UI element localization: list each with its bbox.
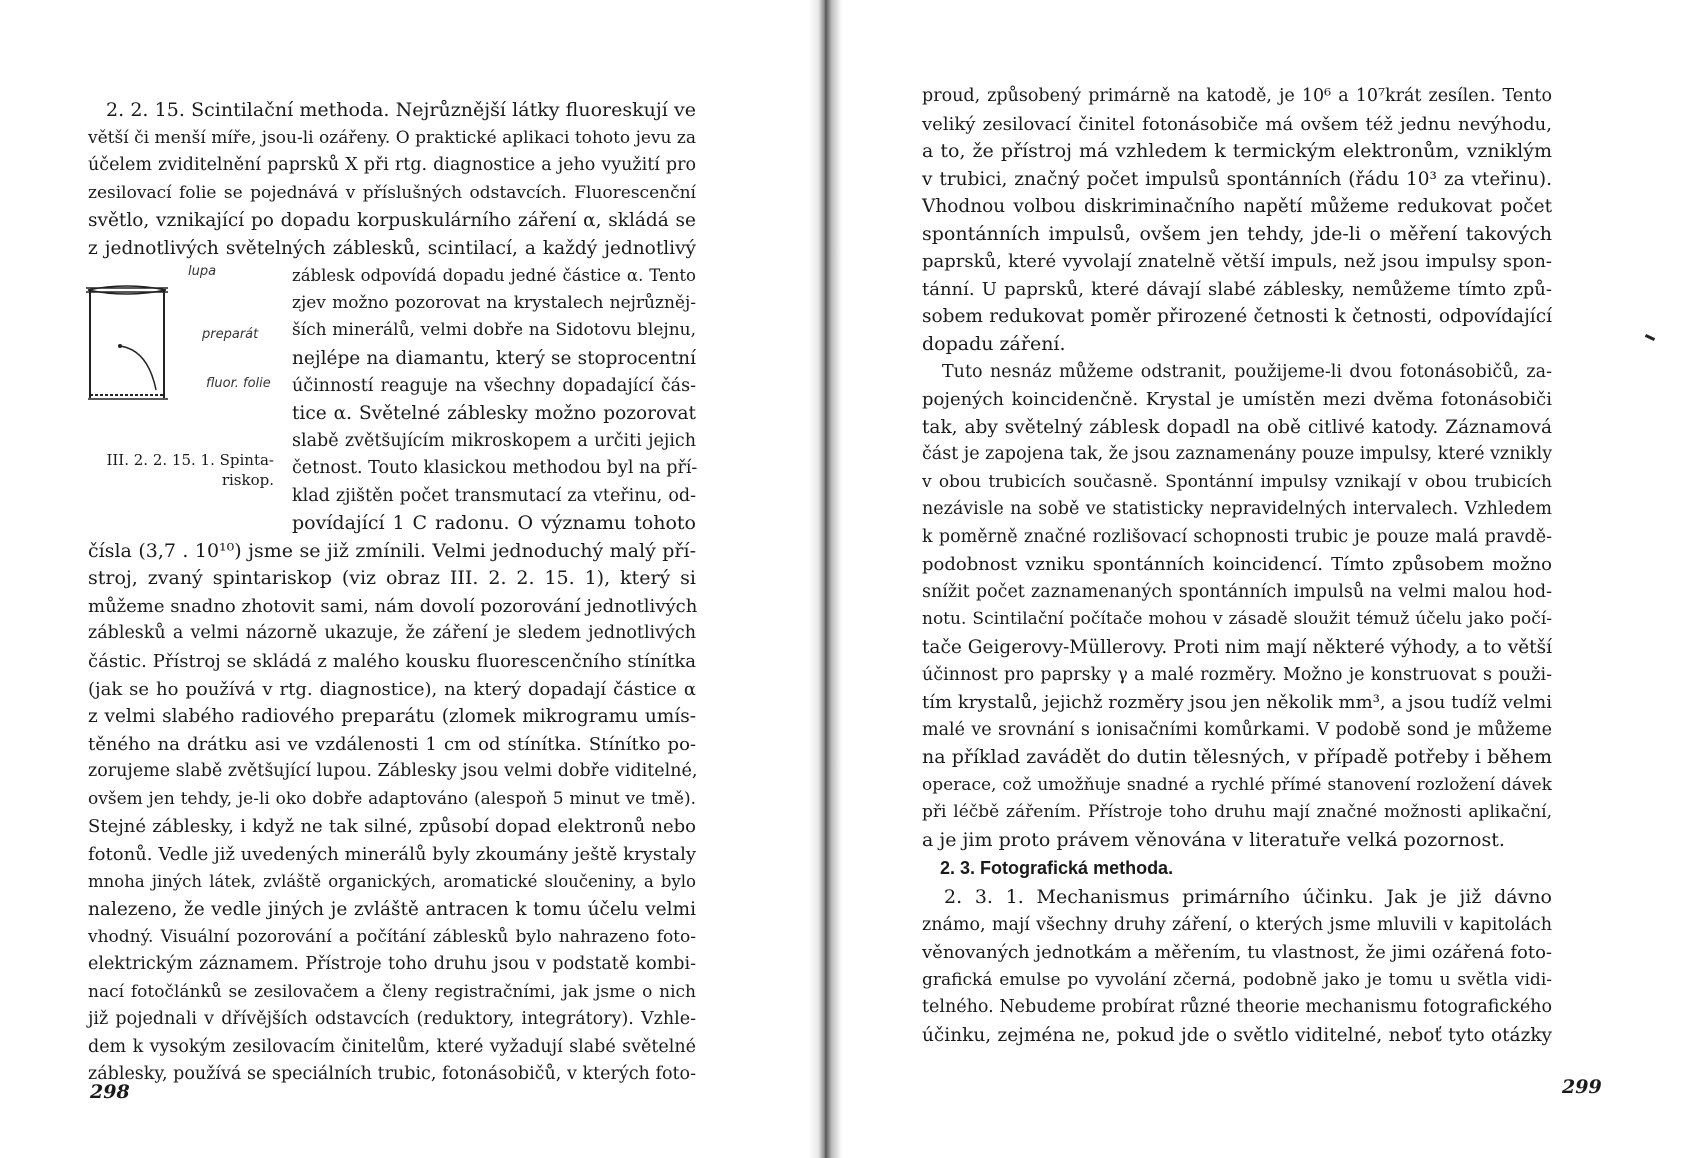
left-page-text-line: stroj, zvaný spintariskop (viz obraz III. 2. 2. 15. 1), který si bbox=[88, 567, 696, 590]
right-page-text-line: pojených koincidenčně. Krystal je umístěn mezi dvěma fotonásobiči bbox=[922, 389, 1552, 411]
left-page-text-line: záblesk odpovídá dopadu jedné částice α. Tento bbox=[292, 266, 696, 286]
left-page-text-line: z jednotlivých světelných záblesků, scintilací, a každý jednotlivý bbox=[88, 237, 696, 259]
right-page-text-line: a to, že přístroj má vzhledem k termickým elektronům, vzniklým bbox=[922, 140, 1552, 163]
section-heading-number: 2. 3. bbox=[940, 858, 976, 878]
left-page-text-line: částic. Přístroj se skládá z malého kousku fluorescenčního stínítka bbox=[88, 651, 696, 672]
right-page bbox=[842, 0, 1695, 1158]
right-page-text-line: Tuto nesnáz můžeme odstranit, použijeme-li dvou fotonásobičů, za- bbox=[942, 361, 1552, 382]
spintariscope-figure bbox=[86, 264, 286, 478]
left-page-text-line: z velmi slabého radiového preparátu (zlomek mikrogramu umís- bbox=[88, 706, 696, 728]
right-page-text-line: tak, aby světelný záblesk dopadl na obě citlivé katody. Záznamová bbox=[922, 416, 1552, 438]
right-page-text-line: proud, způsobený primárně na katodě, je 10⁶ a 10⁷krát zesílen. Tento bbox=[922, 86, 1552, 106]
right-page-text-line: operace, což umožňuje snadné a rychlé přímé stanovení rozložení dávek bbox=[922, 774, 1552, 795]
right-page-text-line: k poměrně značné rozlišovací schopnosti trubic je pouze malá pravdě- bbox=[922, 526, 1552, 547]
right-page-text-line: při léčbě zářením. Přístroje toho druhu mají značné možnosti aplikační, bbox=[922, 802, 1552, 823]
left-page-text-line: můžeme snadno zhotovit sami, nám dovolí pozorování jednotlivých bbox=[88, 595, 698, 617]
left-page-text-line: klad zjištěn počet transmutací za vteřinu, od- bbox=[292, 485, 696, 506]
section-heading bbox=[940, 856, 1173, 880]
right-page-text-line: účinku, zejména ne, pokud jde o světlo viditelné, neboť tyto otázky bbox=[922, 1025, 1552, 1046]
left-page-text-line: světlo, vznikající po dopadu korpuskulárního záření α, skládá se bbox=[88, 210, 696, 232]
left-page-text-line: nací fotočlánků se zesilovačem a členy registračními, jak jsme o nich bbox=[88, 981, 696, 1002]
right-page-text-line: telného. Nebudeme probírat různé theorie mechanismu fotografického bbox=[922, 997, 1552, 1018]
left-page-text-line: větší či menší míře, jsou-li ozářeny. O praktické aplikaci tohoto jevu za bbox=[88, 127, 696, 148]
figure-caption-line-1: III. 2. 2. 15. 1. Spinta- bbox=[106, 451, 274, 469]
right-page-text-line: věnovaných jednotkám a měřením, tu vlastnost, že jimi ozářená foto- bbox=[922, 942, 1552, 964]
right-page-text-line: 2. 3. 1. Mechanismus primárního účinku. Jak je již dávno bbox=[944, 886, 1552, 908]
right-page-text-line: veliký zesilovací činitel fotonásobiče má ovšem též jednu nevýhodu, bbox=[922, 113, 1552, 135]
left-page-text-line: mnoha jiných látek, zvláště organických, aromatické sloučeniny, a bylo bbox=[88, 872, 696, 892]
left-page-text-line: nejlépe na diamantu, který se stoprocentní bbox=[292, 347, 696, 369]
left-page-text-line: četnost. Touto klasickou methodou byl na pří- bbox=[292, 458, 698, 479]
figure-label-fluor-folie: fluor. folie bbox=[206, 376, 271, 391]
page-number-right: 299 bbox=[1562, 1076, 1602, 1098]
left-page-text-line: záblesků a velmi názorně ukazuje, že záření je sledem jednotlivých bbox=[88, 623, 696, 644]
right-page-text-line: nezávisle na sobě ve statisticky nepravidelných intervalech. Vzhledem bbox=[922, 499, 1552, 520]
right-page-text-line: malé ve srovnání s ionisačními komůrkami. V podobě sond je můžeme bbox=[922, 719, 1552, 740]
right-page-text-line: sobem redukovat poměr přirozené četnosti k četnosti, odpovídající bbox=[922, 306, 1552, 328]
left-page-text-line: zorujeme slabě zvětšující lupou. Záblesky jsou velmi dobře viditelné, bbox=[88, 761, 698, 782]
left-page-text-line: již pojednali v dřívějších odstavcích (reduktory, integrátory). Vzhle- bbox=[88, 1009, 696, 1030]
right-page-text-line: část je zapojena tak, že jsou zaznamenány pouze impulsy, které vznikly bbox=[922, 444, 1553, 465]
right-page-text-line: tače Geigerovy-Müllerovy. Proti nim mají některé výhody, a to větší bbox=[922, 637, 1552, 658]
figure-label-preparat: preparát bbox=[202, 327, 259, 342]
page-number-left: 298 bbox=[90, 1081, 130, 1103]
left-page-text-line: těného na drátku asi ve vzdálenosti 1 cm od stínítka. Stínítko po- bbox=[88, 733, 696, 755]
left-page-text-line: zjev možno pozorovat na krystalech nejrůzněj- bbox=[292, 292, 696, 313]
book-gutter bbox=[808, 0, 842, 1158]
right-page-text-line: známo, mají všechny druhy záření, o kterých jsme mluvili v kapitolách bbox=[922, 914, 1552, 935]
left-page-text-line: ších minerálů, velmi dobře na Sidotovu blejnu, bbox=[292, 320, 696, 341]
right-page-text-line: paprsků, které vyvolají znatelně větší impuls, než jsou impulsy spon- bbox=[922, 251, 1552, 273]
right-page-text-line: notu. Scintilační počítače mohou v zásadě sloužit témuž účelu jako počí- bbox=[922, 609, 1552, 630]
right-page-text-line: grafická emulse po vyvolání zčerná, podobně jako je tomu u světla vidi- bbox=[922, 969, 1552, 990]
figure-caption-line-2: riskop. bbox=[221, 471, 274, 489]
right-page-text-line: dopadu záření. bbox=[922, 332, 1066, 355]
figure-label-lupa: lupa bbox=[188, 264, 217, 279]
left-page-text-line: 2. 2. 15. Scintilační methoda. Nejrůznější látky fluoreskují ve bbox=[106, 99, 696, 121]
left-page-text-line: vhodný. Visuální pozorování a počítání záblesků bylo nahrazeno foto- bbox=[88, 926, 696, 947]
left-page-text-line: elektrickým záznamem. Přístroje toho druhu jsou v podstatě kombi- bbox=[88, 954, 696, 975]
left-page-text-line: slabě zvětšujícím mikroskopem a určiti jejich bbox=[292, 430, 696, 451]
left-page bbox=[0, 0, 808, 1158]
right-page-text-line: Vhodnou volbou diskriminačního napětí můžeme redukovat počet bbox=[922, 196, 1552, 218]
left-page-text-line: (jak se ho používá v rtg. diagnostice), na který dopadají částice α bbox=[88, 678, 696, 700]
figure-caption bbox=[84, 450, 274, 490]
left-page-text-line: čísla (3,7 . 10¹⁰) jsme se již zmínili. Velmi jednoduchý malý pří- bbox=[88, 539, 696, 562]
right-page-text-line: snížit počet zaznamenaných spontánních impulsů na velmi malou hod- bbox=[922, 581, 1552, 602]
left-page-text-line: dem k vysokým zesilovacím činitelům, které vyžadují slabé světelné bbox=[88, 1036, 696, 1057]
right-page-text-line: a je jim proto právem věnována v literatuře velká pozornost. bbox=[922, 828, 1505, 851]
right-page-text-line: v trubici, značný počet impulsů spontánních (řádu 10³ za vteřinu). bbox=[922, 168, 1552, 190]
right-page-text-line: v obou trubicích současně. Spontánní impulsy vznikají v obou trubicích bbox=[922, 471, 1552, 492]
left-page-text-line: zesilovací folie se pojednává v příslušných odstavcích. Fluorescenční bbox=[88, 182, 696, 203]
right-page-text-line: podobnost vzniku spontánních koincidencí. Tímto způsobem možno bbox=[922, 554, 1552, 576]
left-page-text-line: účelem zviditelnění paprsků X při rtg. diagnostice a jeho využití pro bbox=[88, 155, 696, 176]
right-page-text-line: spontánních impulsů, ovšem jen tehdy, jde-li o měření takových bbox=[922, 222, 1552, 245]
left-page-text-line: ovšem jen tehdy, je-li oko dobře adaptováno (alespoň 5 minut ve tmě). bbox=[88, 788, 696, 809]
left-page-text-line: tice α. Světelné záblesky možno pozorovat bbox=[292, 403, 696, 425]
left-page-text-line: fotonů. Vedle již uvedených minerálů byly zkoumány ještě krystaly bbox=[88, 843, 696, 865]
right-page-text-line: tánní. U paprsků, které dávají slabé záblesky, nemůžeme tímto způ- bbox=[922, 278, 1552, 300]
right-page-text-line: tím krystalů, jejichž rozměry jsou jen několik mm³, a jsou tudíž velmi bbox=[922, 692, 1552, 714]
left-page-text-line: účinností reaguje na všechny dopadající čás- bbox=[292, 375, 696, 396]
right-page-text-line: účinnost pro paprsky γ a malé rozměry. Možno je konstruovat s použi- bbox=[922, 664, 1552, 685]
left-page-text-line: povídající 1 C radonu. O významu tohoto bbox=[292, 512, 696, 535]
right-page-text-line: na příklad zavádět do dutin tělesných, v případě potřeby i během bbox=[922, 746, 1552, 769]
section-heading-title: Fotografická methoda. bbox=[980, 858, 1174, 878]
left-page-text-line: záblesky, používá se speciálních trubic, fotonásobičů, v kterých foto- bbox=[88, 1064, 696, 1085]
left-page-text-line: nalezeno, že vedle jiných je zvláště antracen k tomu účelu velmi bbox=[88, 898, 696, 920]
left-page-text-line: Stejné záblesky, i když ne tak silné, způsobí dopad elektronů nebo bbox=[88, 816, 696, 838]
